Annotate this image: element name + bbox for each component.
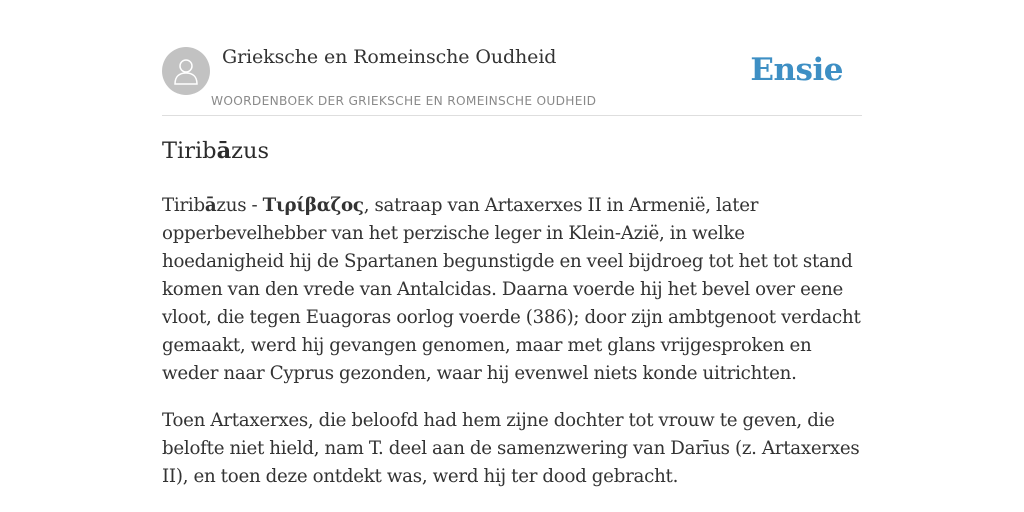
source-avatar[interactable] [162,47,210,95]
entry-paragraph-1 [162,192,862,388]
entry-title-start: Tirib [162,138,217,164]
paragraph-1-text: , satraap van Artaxerxes II in Armenië, later opperbevelhebber van het perzische leger in Klein-Azië, in welke hoedanigheid hij de Spartanen begunstigde en veel bijdroeg tot het tot stand komen van den vrede van Antalcidas. Daarna voerde hij het bevel over eene vloot, die tegen Euagoras oorlog voerde (386); door zijn ambtgenoot verdacht gemaakt, werd hij gevangen genomen, maar met glans vrijgesproken en weder naar Cyprus gezonden, waar hij evenwel niets konde uitrichten. [162,195,861,384]
source-title[interactable]: Grieksche en Romeinsche Oudheid [222,46,557,68]
entry-title [162,138,269,164]
entry-paragraph-2: Toen Artaxerxes, die beloofd had hem zijne dochter tot vrouw te geven, die belofte niet hield, nam T. deel aan de samenzwering van Darīus (z. Artaxerxes II), en toen deze ontdekt was, werd hij ter dood gebracht. [162,410,860,487]
user-icon [172,56,200,86]
term-accent: ā [204,195,217,216]
entry-title-end: zus [231,138,270,164]
source-header [162,0,862,116]
term-end: zus - [216,195,263,216]
term-start: Tirib [162,195,205,216]
ensie-logo[interactable]: Ensie [750,52,843,88]
page [162,0,862,512]
entry-title-accent: ā [216,138,232,164]
greek-term: Τιρίβαζος [262,195,364,216]
source-subtitle: WOORDENBOEK DER GRIEKSCHE EN ROMEINSCHE OUDHEID [211,94,597,108]
